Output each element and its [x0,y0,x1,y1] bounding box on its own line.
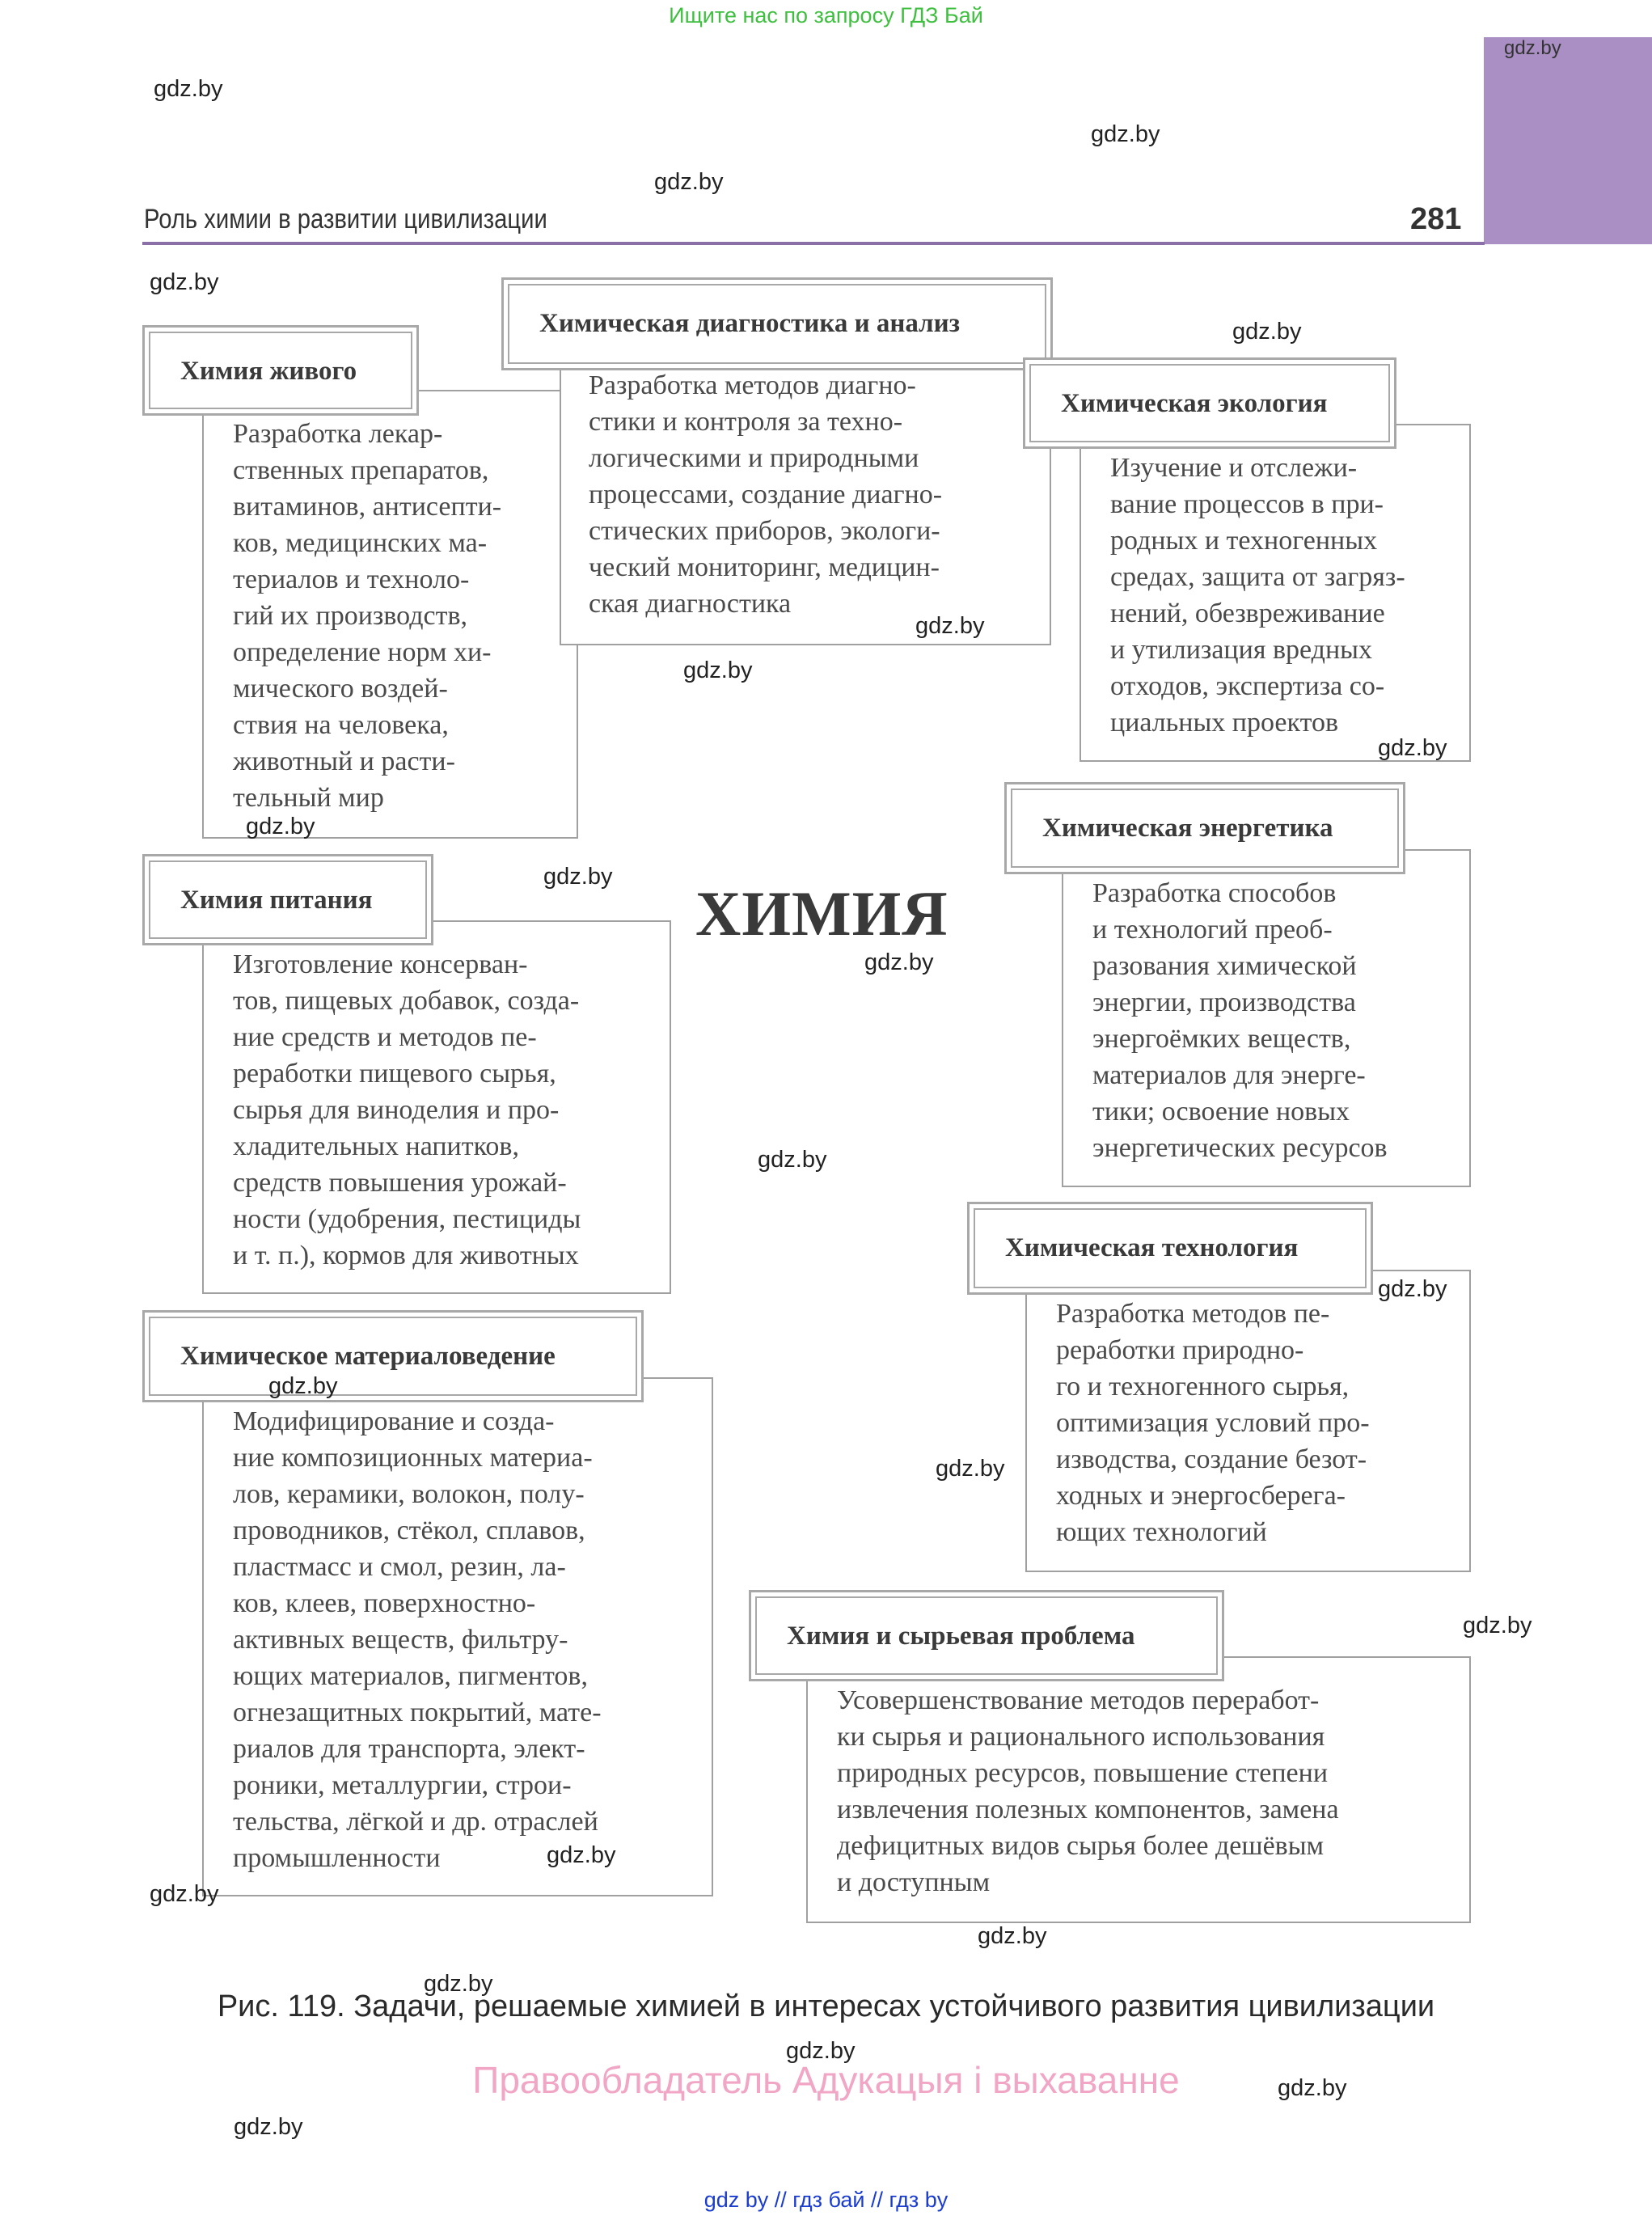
block-text-line: хладительных напитков, [233,1131,519,1161]
watermark: gdz.by [154,76,223,102]
watermark: gdz.by [786,2038,856,2064]
block-text-line: ская диагностика [589,589,792,619]
corner-watermark: gdz.by [1504,37,1561,59]
block-text-line: определение норм хи- [233,637,492,667]
block-resources-content [806,1656,1471,1923]
block-title: Химическая диагностика и анализ [539,309,960,338]
figure-caption: Рис. 119. Задачи, решаемые химией в интересах устойчивого развития цивилизации [217,1989,1435,2023]
watermark: gdz.by [1232,319,1302,345]
top-banner: Ищите нас по запросу ГДЗ Бай [669,3,983,27]
watermark: gdz.by [1091,121,1160,147]
block-text-line: роники, металлургии, строи- [233,1770,572,1800]
watermark: gdz.by [543,864,613,890]
header-rule [142,242,1485,245]
block-text-line: материалов для энерге- [1092,1060,1366,1090]
copyright-notice: Правообладатель Адукацыя і выхаванне [472,2059,1180,2101]
block-text-line: Разработка способов [1092,878,1337,908]
center-title: ХИМИЯ [695,878,949,949]
block-text-line: огнезащитных покрытий, мате- [233,1698,602,1727]
block-title: Химия живого [180,357,357,386]
watermark: gdz.by [1463,1613,1532,1638]
block-text-line: активных веществ, фильтру- [233,1625,568,1655]
block-text-line: и утилизация вредных [1110,635,1372,665]
block-text-line: ющих технологий [1056,1517,1267,1547]
watermark: gdz.by [936,1456,1005,1482]
block-text-line: мического воздей- [233,674,448,704]
block-text-line: ческий мониторинг, медицин- [589,552,940,582]
block-ecology-label [1023,357,1396,449]
block-text-line: промышленности [233,1843,441,1873]
block-materials-content [202,1377,713,1896]
block-text-line: и т. п.), кормов для животных [233,1241,579,1271]
block-text-line: ние средств и методов пе- [233,1022,537,1052]
block-energy-content [1062,849,1471,1187]
block-text-line: тельства, лёгкой и др. отраслей [233,1807,598,1837]
block-text-line: пластмасс и смол, резин, ла- [233,1552,566,1582]
block-technology-label [967,1202,1373,1295]
watermark: gdz.by [864,949,934,975]
block-text-line: реработки пищевого сырья, [233,1059,556,1089]
block-nutrition-content [202,920,671,1294]
block-text-line: Разработка методов диагно- [589,370,916,400]
running-head: Роль химии в развитии цивилизации [144,204,547,235]
watermark: gdz.by [268,1373,338,1399]
block-text-line: го и техногенного сырья, [1056,1372,1350,1402]
block-text-line: Модифицирование и созда- [233,1406,555,1436]
block-text-line: тельный мир [233,783,384,813]
block-text-line: дефицитных видов сырья более дешёвым [837,1831,1325,1861]
block-text-line: разования химической [1092,951,1357,981]
block-text-line: средств повышения урожай- [233,1168,567,1198]
block-text-line: проводников, стёкол, сплавов, [233,1516,585,1545]
watermark: gdz.by [683,657,753,683]
watermark: gdz.by [654,169,724,195]
block-diagnostics-content [560,349,1051,645]
watermark: gdz.by [915,613,985,639]
block-text-line: Разработка лекар- [233,419,443,449]
watermark: gdz.by [150,269,219,295]
block-text-line: Изготовление консерван- [233,949,528,979]
block-text-line: Изучение и отслежи- [1110,453,1358,483]
footer-links[interactable]: gdz by // гдз бай // гдз by [703,2188,949,2212]
block-diagnostics-label [501,277,1053,370]
block-text-line: стики и контроля за техно- [589,407,903,437]
block-text-line: процессами, создание диагно- [589,480,943,509]
block-text-line: ков, клеев, поверхностно- [233,1588,536,1618]
watermark: gdz.by [424,1971,493,1997]
block-text-line: Разработка методов пе- [1056,1299,1330,1329]
block-nutrition-label [142,854,433,945]
block-title: Химическая экология [1061,389,1328,418]
watermark: gdz.by [1278,2075,1347,2101]
block-text-line: сырья для виноделия и про- [233,1095,560,1125]
block-title: Химия питания [180,886,373,915]
watermark: gdz.by [1378,735,1447,761]
block-title: Химическое материаловедение [180,1342,556,1371]
block-text-line: энергоёмких веществ, [1092,1024,1351,1054]
corner-color-tab [1484,37,1652,244]
block-text-line: логическими и природными [589,443,919,473]
block-text-line: ходных и энергосберега- [1056,1481,1346,1511]
block-text-line: ющих материалов, пигментов, [233,1661,588,1691]
page-number: 281 [1410,202,1462,236]
block-text-line: реработки природно- [1056,1335,1304,1365]
block-text-line: циальных проектов [1110,708,1339,738]
block-text-line: тов, пищевых добавок, созда- [233,986,580,1016]
block-text-line: ки сырья и рационального использования [837,1722,1325,1752]
block-text-line: гий их производств, [233,601,467,631]
block-title: Химическая технология [1005,1233,1299,1262]
block-text-line: ков, медицинских ма- [233,528,488,558]
block-text-line: ние композиционных материа- [233,1443,593,1473]
block-title: Химия и сырьевая проблема [787,1621,1135,1651]
block-text-line: средах, защита от загряз- [1110,562,1405,592]
block-text-line: лов, керамики, волокон, полу- [233,1479,585,1509]
block-text-line: энергетических ресурсов [1092,1133,1388,1163]
watermark: gdz.by [978,1923,1047,1949]
block-text-line: тики; освоение новых [1092,1097,1350,1127]
block-living-label [142,325,419,416]
block-text-line: ственных препаратов, [233,455,489,485]
block-resources-label [749,1590,1224,1681]
block-energy-label [1004,782,1405,874]
watermark: gdz.by [246,814,315,839]
block-text-line: Усовершенствование методов переработ- [837,1685,1320,1715]
block-ecology-content [1080,424,1471,762]
block-text-line: ствия на человека, [233,710,449,740]
block-text-line: териалов и техноло- [233,564,470,594]
block-technology-content [1025,1270,1471,1572]
watermark: gdz.by [547,1842,616,1868]
block-text-line: оптимизация условий про- [1056,1408,1370,1438]
block-text-line: нений, обезвреживание [1110,598,1385,628]
block-text-line: и доступным [837,1867,991,1897]
watermark: gdz.by [758,1147,827,1173]
block-text-line: стических приборов, экологи- [589,516,940,546]
watermark: gdz.by [150,1881,219,1907]
block-text-line: родных и техногенных [1110,526,1378,556]
block-text-line: ности (удобрения, пестициды [233,1204,581,1234]
watermark: gdz.by [234,2114,303,2140]
block-materials-label [142,1310,644,1402]
block-text-line: энергии, производства [1092,987,1356,1017]
block-text-line: витаминов, антисепти- [233,492,502,522]
block-text-line: животный и расти- [233,746,455,776]
block-text-line: вание процессов в при- [1110,489,1384,519]
block-text-line: риалов для транспорта, элект- [233,1734,585,1764]
block-title: Химическая энергетика [1042,814,1333,843]
watermark: gdz.by [1378,1276,1447,1302]
block-text-line: природных ресурсов, повышение степени [837,1758,1329,1788]
block-text-line: извлечения полезных компонентов, замена [837,1795,1339,1824]
block-text-line: отходов, экспертиза со- [1110,671,1385,701]
block-text-line: изводства, создание безот- [1056,1444,1367,1474]
block-text-line: и технологий преоб- [1092,915,1333,945]
block-living-content [202,390,578,839]
